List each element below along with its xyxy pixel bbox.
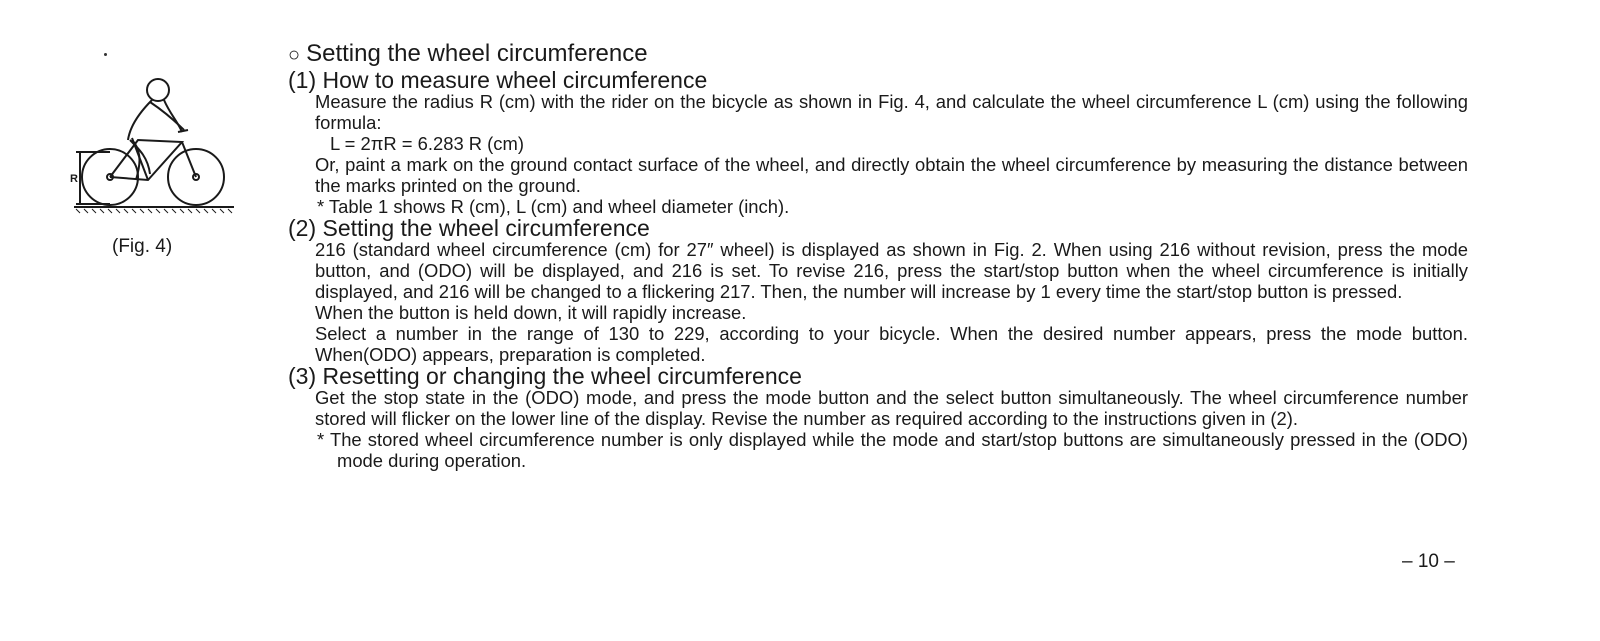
scan-speck — [104, 53, 107, 56]
section-3-heading: (3) Resetting or changing the wheel circumference — [288, 363, 802, 389]
section-1-paragraph-1: Measure the radius R (cm) with the rider on the bicycle as shown in Fig. 4, and calculate the wheel circumference L (cm) using the following formula: — [315, 91, 1468, 133]
section-3-note: * The stored wheel circumference number is only displayed while the mode and start/stop buttons are simultaneously pressed in the (ODO) mode during operation. — [317, 429, 1468, 471]
section-2-paragraph-2: When the button is held down, it will rapidly increase. — [315, 302, 747, 323]
section-1-paragraph-2: Or, paint a mark on the ground contact surface of the wheel, and directly obtain the wheel circumference by measuring the distance between the marks printed on the ground. — [315, 154, 1468, 196]
title-text: Setting the wheel circumference — [306, 40, 648, 67]
section-2-paragraph-1: 216 (standard wheel circumference (cm) for 27″ wheel) is displayed as shown in Fig. 2. When using 216 without revision, press the mode button, and (ODO) will be displayed, and 216 is set. To revise 216, press the start/stop button when the wheel circumference is initially displayed, and 216 will be changed to a flickering 217. Then, the number will increase by 1 every time the start/stop button is pressed. — [315, 239, 1468, 302]
section-3-paragraph-1: Get the stop state in the (ODO) mode, and press the mode button and the select button simultaneously. The wheel circumference number stored will flicker on the lower line of the display. Revise the number as required according to the instructions given in (2). — [315, 387, 1468, 429]
figure-caption: (Fig. 4) — [112, 236, 173, 257]
section-1-note: * Table 1 shows R (cm), L (cm) and wheel diameter (inch). — [317, 196, 790, 217]
page-number: – 10 – — [1402, 551, 1455, 572]
main-content — [288, 40, 1468, 471]
section-2-heading: (2) Setting the wheel circumference — [288, 215, 650, 241]
radius-label: R — [70, 173, 78, 185]
circumference-formula: L = 2πR = 6.283 R (cm) — [330, 133, 524, 154]
page-title — [288, 40, 1468, 69]
section-1-heading: (1) How to measure wheel circumference — [288, 67, 708, 93]
bicycle-rider-illustration — [70, 70, 240, 220]
circle-bullet-icon: ○ — [288, 44, 301, 66]
bicycle-rider-figure — [70, 70, 240, 220]
section-2-paragraph-3: Select a number in the range of 130 to 229, according to your bicycle. When the desired number appears, press the mode button. When(ODO) appears, preparation is completed. — [315, 323, 1468, 365]
